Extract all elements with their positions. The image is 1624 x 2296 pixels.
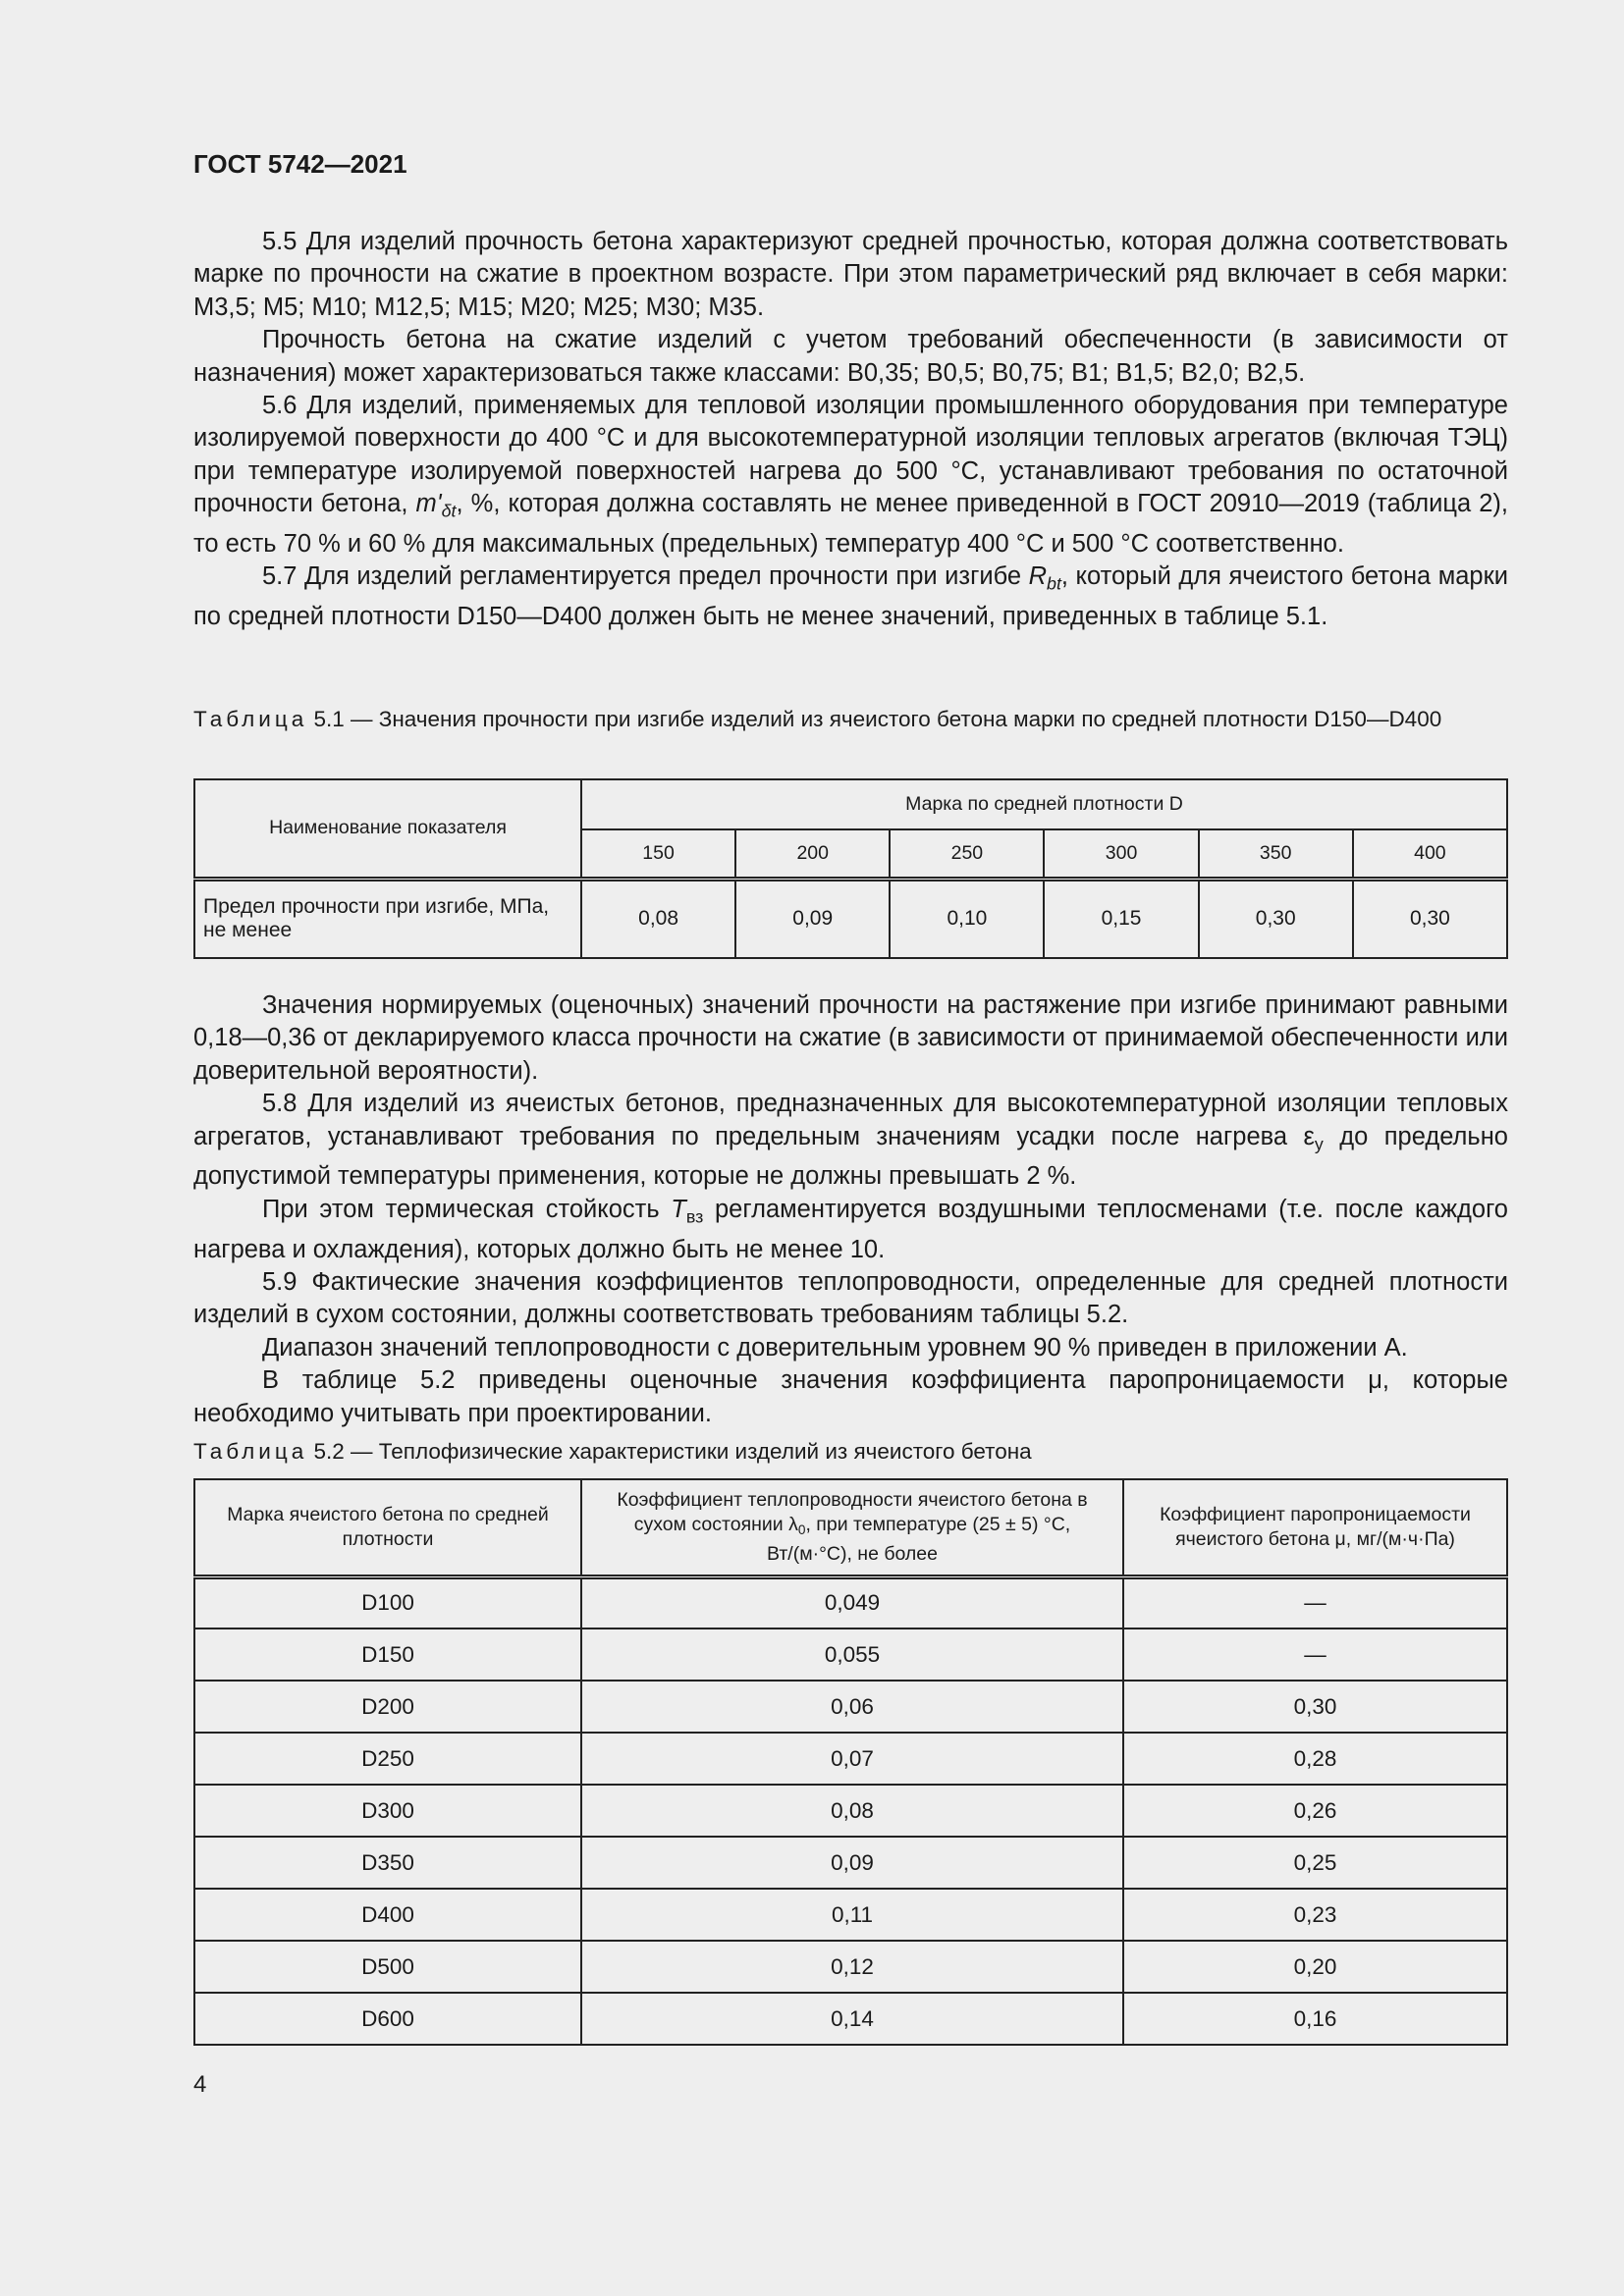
grade-cell: D300	[194, 1785, 581, 1837]
vapor-cell: 0,20	[1123, 1941, 1507, 1993]
conductivity-cell: 0,14	[581, 1993, 1123, 2045]
row-label: Предел прочности при изгибе, МПа, не менее	[194, 879, 581, 958]
table-row	[194, 1889, 1507, 1941]
paragraph-5-5: 5.5 Для изделий прочность бетона характеризуют средней прочностью, которая должна соответствовать марке по прочности на сжатие в проектном возрасте. При этом параметрический ряд включает в себя марки: М3,5; М5; М10; М12,5; М15; М20; М25; М30; М35.	[193, 228, 1508, 321]
conductivity-cell: 0,09	[581, 1837, 1123, 1889]
vapor-cell: —	[1123, 1629, 1507, 1681]
grade-cell: D350	[194, 1837, 581, 1889]
grade-cell: D600	[194, 1993, 581, 2045]
density-header: 350	[1199, 829, 1353, 879]
col-header-grade: Марка ячеистого бетона по средней плотности	[194, 1479, 581, 1576]
grade-cell: D200	[194, 1681, 581, 1733]
conductivity-cell: 0,08	[581, 1785, 1123, 1837]
paragraph-5-6: 5.6 Для изделий, применяемых для тепловой изоляции промышленного оборудования при температуре изолируемой поверхности до 400 °С и для высокотемпературной изоляции тепловых агрегатов (включая ТЭЦ) при температуре изолируемой поверхностей нагрева до 500 °С, устанавливают требования по остаточной прочности бетона, $m'_{\delta t}$, %, которая должна составлять не менее приведенной в ГОСТ 20910—2019 (таблица 2), то есть 70 % и 60 % для максимальных (предельных) температур 400 °С и 500 °С соответственно.	[193, 392, 1508, 558]
grade-cell: D150	[194, 1629, 581, 1681]
value-cell: 0,15	[1044, 879, 1198, 958]
conductivity-cell: 0,06	[581, 1681, 1123, 1733]
paragraph-5-5-classes: Прочность бетона на сжатие изделий с учетом требований обеспеченности (в зависимости от назначения) может характеризоваться также классами: В0,35; В0,5; В0,75; В1; В1,5; В2,0; В2,5.	[193, 326, 1508, 387]
vapor-cell: —	[1123, 1576, 1507, 1629]
table-row	[194, 1576, 1507, 1629]
table-row	[194, 1993, 1507, 2045]
document-id: ГОСТ 5742—2021	[193, 149, 407, 179]
value-cell: 0,30	[1199, 879, 1353, 958]
value-cell: 0,10	[890, 879, 1044, 958]
paragraph-vapor: В таблице 5.2 приведены оценочные значения коэффициента паропроницаемости μ, которые необходимо учитывать при проектировании.	[193, 1366, 1508, 1427]
density-header: 150	[581, 829, 735, 879]
grade-cell: D400	[194, 1889, 581, 1941]
section-after-table-5-1	[193, 989, 1508, 1430]
paragraph-tensile: Значения нормируемых (оценочных) значений прочности на растяжение при изгибе принимают равными 0,18—0,36 от декларируемого класса прочности на сжатие (в зависимости от принимаемой обеспеченности или доверительной вероятности).	[193, 991, 1508, 1085]
table-row	[194, 1681, 1507, 1733]
grade-cell: D250	[194, 1733, 581, 1785]
conductivity-cell: 0,11	[581, 1889, 1123, 1941]
grade-cell: D500	[194, 1941, 581, 1993]
conductivity-cell: 0,12	[581, 1941, 1123, 1993]
col-header-density-group: Марка по средней плотности D	[581, 779, 1507, 829]
paragraph-5-8: 5.8 Для изделий из ячеистых бетонов, предназначенных для высокотемпературной изоляции тепловых агрегатов, устанавливают требования по предельным значениям усадки после нагрева $\varepsilon_у$ до предельно допустимой температуры применения, которые не должны превышать 2 %.	[193, 1090, 1508, 1191]
table-row	[194, 1785, 1507, 1837]
vapor-cell: 0,30	[1123, 1681, 1507, 1733]
col-header-indicator: Наименование показателя	[194, 779, 581, 879]
section-5-5-to-5-7	[193, 226, 1508, 634]
table-5-1	[193, 778, 1508, 959]
table-row	[194, 879, 1507, 958]
value-cell: 0,08	[581, 879, 735, 958]
vapor-cell: 0,28	[1123, 1733, 1507, 1785]
table-5-2	[193, 1478, 1508, 2046]
grade-cell: D100	[194, 1576, 581, 1629]
vapor-cell: 0,25	[1123, 1837, 1507, 1889]
paragraph-range: Диапазон значений теплопроводности с доверительным уровнем 90 % приведен в приложении А.	[262, 1333, 1408, 1362]
vapor-cell: 0,16	[1123, 1993, 1507, 2045]
vapor-cell: 0,23	[1123, 1889, 1507, 1941]
conductivity-cell: 0,049	[581, 1576, 1123, 1629]
density-header: 300	[1044, 829, 1198, 879]
density-header: 250	[890, 829, 1044, 879]
value-cell: 0,09	[735, 879, 890, 958]
paragraph-5-7: 5.7 Для изделий регламентируется предел прочности при изгибе $R_{bt}$, который для ячеистого бетона марки по средней плотности D150—D400 должен быть не менее значений, приведенных в таблице 5.1.	[193, 562, 1508, 631]
col-header-conductivity: Коэффициент теплопроводности ячеистого бетона в сухом состоянии $\lambda_0$, при температуре (25 ± 5) °С, Вт/(м·°С), не более	[581, 1479, 1123, 1576]
vapor-cell: 0,26	[1123, 1785, 1507, 1837]
table-5-2-caption: Таблица 5.2 — Теплофизические характеристики изделий из ячеистого бетона	[193, 1439, 1032, 1464]
density-header: 400	[1353, 829, 1507, 879]
table-row	[194, 1837, 1507, 1889]
paragraph-5-9: 5.9 Фактические значения коэффициентов теплопроводности, определенные для средней плотности изделий в сухом состоянии, должны соответствовать требованиям таблицы 5.2.	[193, 1267, 1508, 1329]
page-number: 4	[193, 2071, 207, 2098]
value-cell: 0,30	[1353, 879, 1507, 958]
paragraph-thermal-resistance: При этом термическая стойкость $T_{вз}$ регламентируется воздушными теплосменами (т.е. после каждого нагрева и охлаждения), которых должно быть не менее 10.	[193, 1195, 1508, 1263]
col-header-vapor: Коэффициент паропроницаемости ячеистого бетона μ, мг/(м·ч·Па)	[1123, 1479, 1507, 1576]
table-5-1-caption: Таблица 5.1 — Значения прочности при изгибе изделий из ячеистого бетона марки по средней плотности D150—D400	[193, 707, 1442, 731]
density-header: 200	[735, 829, 890, 879]
table-row	[194, 1629, 1507, 1681]
conductivity-cell: 0,055	[581, 1629, 1123, 1681]
table-row	[194, 1941, 1507, 1993]
conductivity-cell: 0,07	[581, 1733, 1123, 1785]
table-row	[194, 1733, 1507, 1785]
